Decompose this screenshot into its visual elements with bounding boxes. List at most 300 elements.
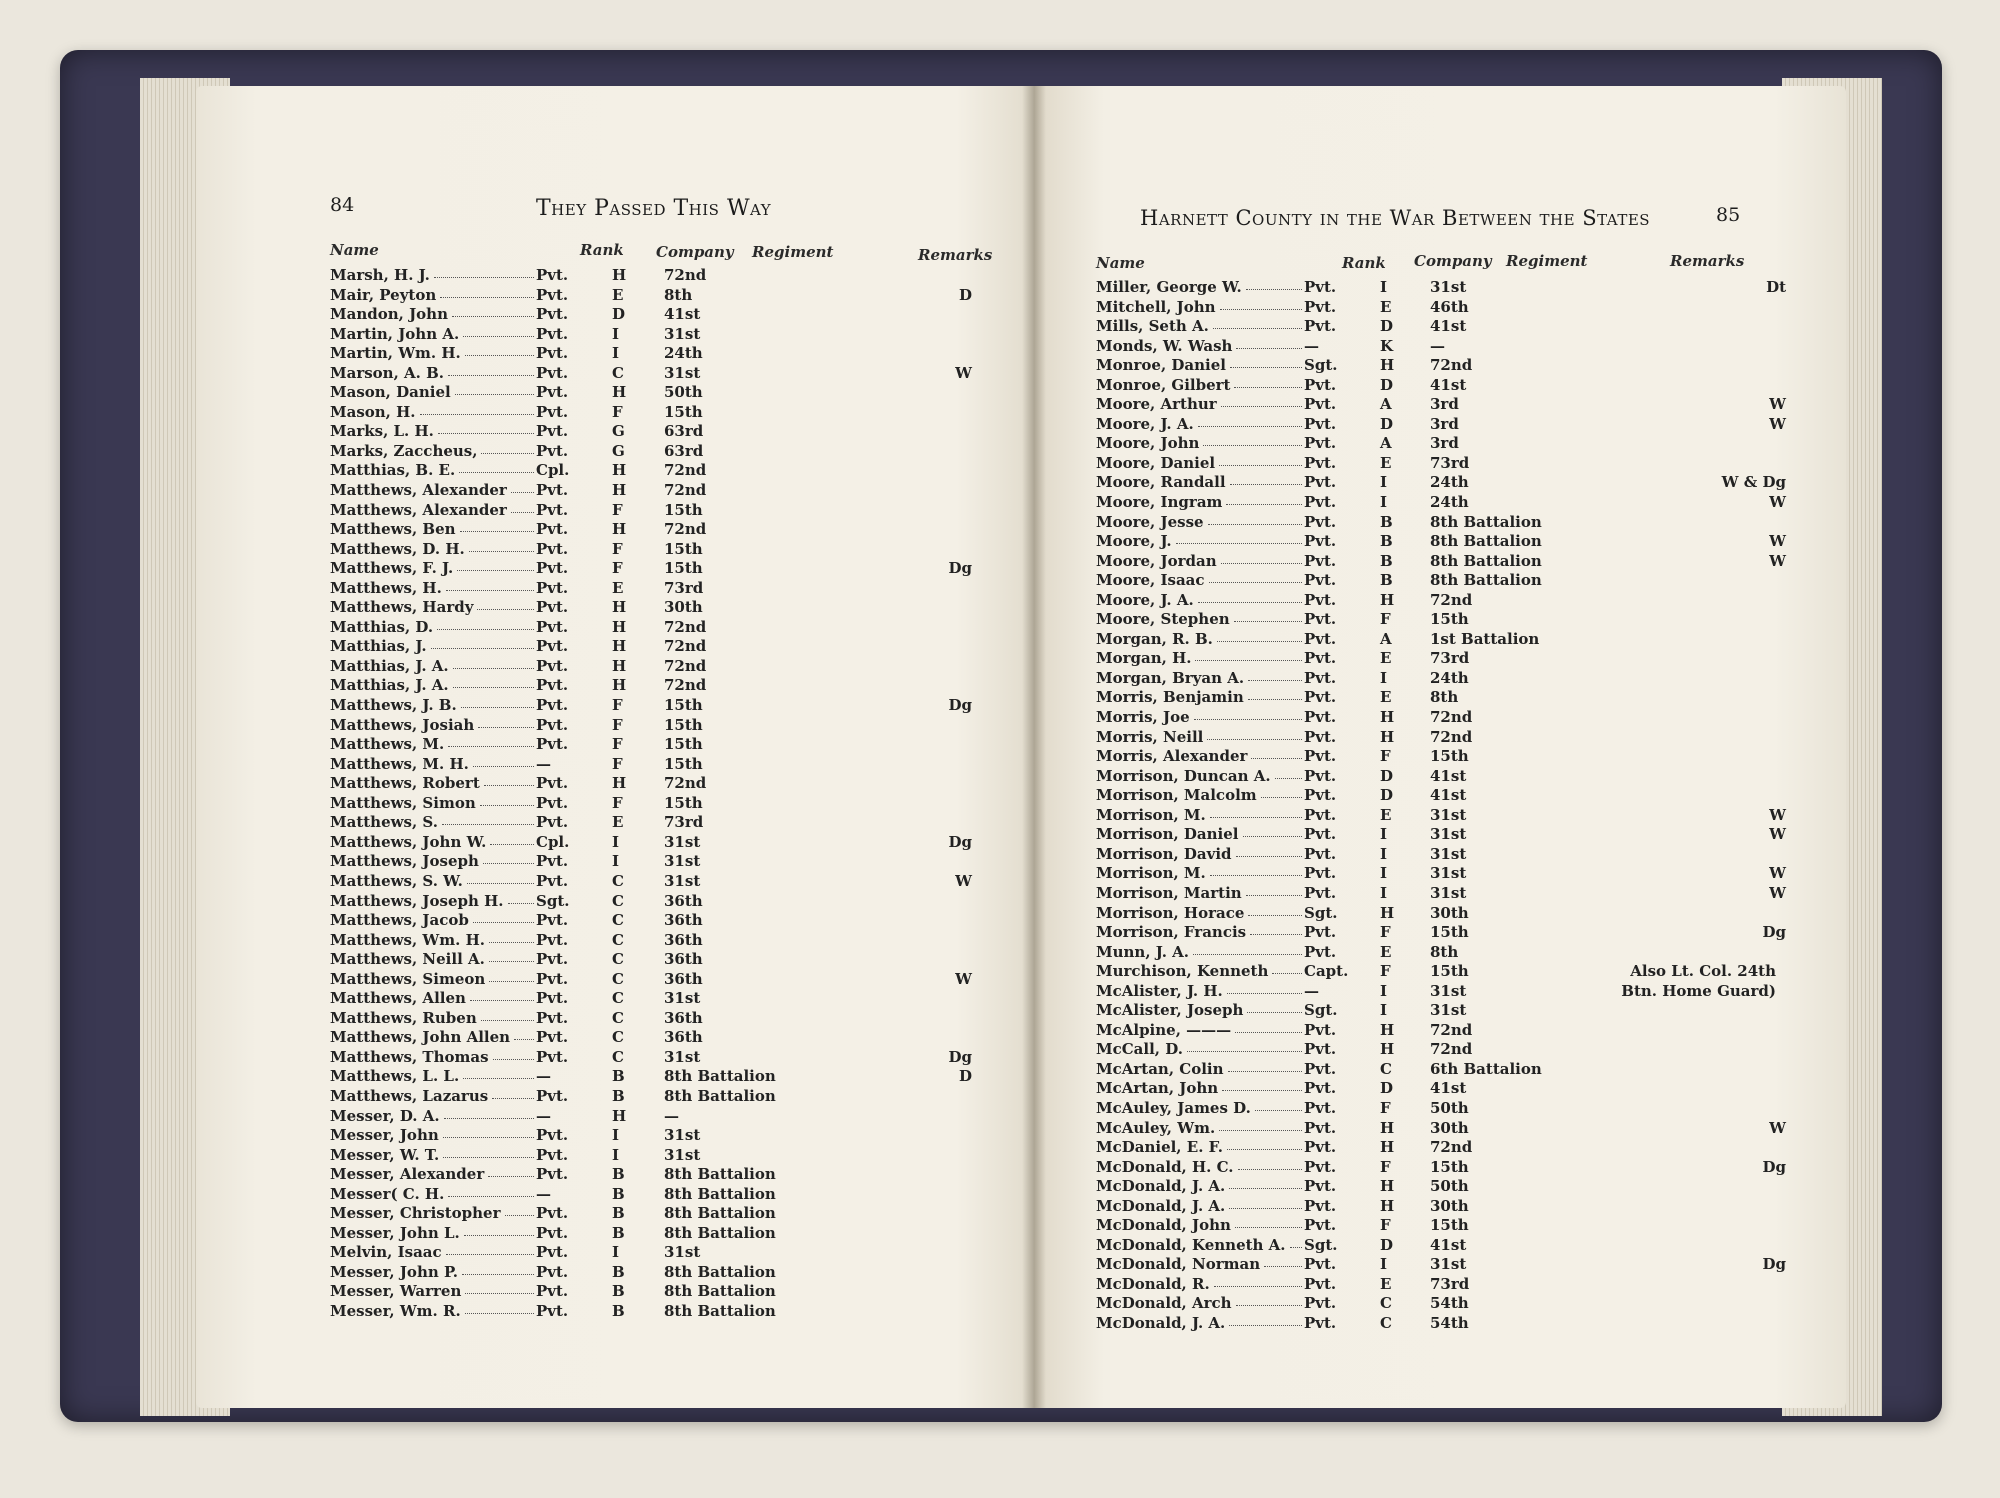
cell-company: H: [1380, 1040, 1395, 1059]
cell-name: Marks, L. H.: [330, 422, 434, 441]
cell-regiment: 72nd: [664, 461, 707, 480]
cell-regiment: 31st: [664, 852, 701, 871]
cell-regiment: 8th Battalion: [664, 1262, 776, 1281]
table-row: [330, 696, 1010, 716]
cell-remarks: W: [1769, 825, 1786, 844]
cell-company: F: [1380, 962, 1391, 981]
cell-company: H: [612, 774, 627, 793]
leader-dots: [440, 297, 534, 298]
cell-rank: Pvt.: [536, 1282, 569, 1301]
table-row: [330, 481, 1010, 501]
cell-regiment: 8th Battalion: [664, 1223, 776, 1242]
cell-regiment: 54th: [1430, 1294, 1469, 1313]
cell-name: Matthews, Thomas: [330, 1047, 489, 1066]
cell-name: Moore, Isaac: [1096, 571, 1205, 590]
leader-dots: [461, 707, 534, 708]
col-header-company: Company: [1414, 252, 1492, 270]
cell-company: H: [612, 383, 627, 402]
cell-company: C: [612, 950, 624, 969]
table-row: [1096, 415, 1786, 435]
cell-regiment: 72nd: [1430, 1040, 1473, 1059]
leader-dots: [1226, 504, 1302, 505]
table-row: [330, 950, 1010, 970]
cell-rank: Pvt.: [1304, 708, 1337, 727]
table-row: [1096, 1177, 1786, 1197]
cell-remarks: W: [1769, 414, 1786, 433]
cell-regiment: 24th: [1430, 668, 1469, 687]
cell-regiment: 36th: [664, 1028, 703, 1047]
cell-company: I: [612, 1243, 620, 1262]
cell-remarks: W: [955, 969, 972, 988]
table-row: [330, 755, 1010, 775]
table-row: [330, 794, 1010, 814]
table-row: [330, 325, 1010, 345]
cell-regiment: 72nd: [664, 637, 707, 656]
cell-company: H: [1380, 590, 1395, 609]
cell-company: B: [612, 1223, 625, 1242]
leader-dots: [1208, 524, 1302, 525]
cell-name: Matthews, Josiah: [330, 715, 475, 734]
table-row: [330, 1204, 1010, 1224]
cell-name: Matthews, Neill A.: [330, 950, 485, 969]
cell-rank: Pvt.: [536, 950, 569, 969]
leader-dots: [465, 1313, 534, 1314]
cell-regiment: 72nd: [1430, 708, 1473, 727]
leader-dots: [1221, 406, 1302, 407]
leader-dots: [1222, 1090, 1302, 1091]
table-row: [1096, 454, 1786, 474]
cell-rank: Sgt.: [1304, 1001, 1338, 1020]
cell-company: C: [1380, 1294, 1392, 1313]
cell-name: Moore, Jesse: [1096, 512, 1204, 531]
cell-regiment: 15th: [1430, 923, 1469, 942]
leader-dots: [469, 551, 534, 552]
leader-dots: [484, 785, 534, 786]
cell-company: G: [612, 441, 625, 460]
cell-rank: Pvt.: [1304, 532, 1337, 551]
cell-name: Matthews, D. H.: [330, 539, 465, 558]
leader-dots: [1210, 875, 1302, 876]
cell-rank: Pvt.: [1304, 649, 1337, 668]
leader-dots: [480, 805, 534, 806]
leader-dots: [459, 472, 534, 473]
cell-company: B: [612, 1301, 625, 1320]
cell-name: Matthews, John W.: [330, 832, 487, 851]
cell-regiment: 31st: [664, 1126, 701, 1145]
leader-dots: [490, 844, 534, 845]
cell-rank: Pvt.: [536, 715, 569, 734]
cell-regiment: 15th: [1430, 1216, 1469, 1235]
cell-rank: Pvt.: [536, 344, 569, 363]
cell-rank: Pvt.: [1304, 1040, 1337, 1059]
table-row: [1096, 1216, 1786, 1236]
table-row: [330, 442, 1010, 462]
leader-dots: [1219, 1130, 1302, 1131]
cell-company: B: [1380, 512, 1393, 531]
leader-dots: [464, 1235, 534, 1236]
table-row: [330, 1185, 1010, 1205]
cell-name: Morrison, Malcolm: [1096, 786, 1257, 805]
cell-remarks: W: [1769, 532, 1786, 551]
leader-dots: [434, 277, 534, 278]
cell-company: B: [1380, 532, 1393, 551]
cell-name: Matthias, B. E.: [330, 461, 456, 480]
cell-regiment: 15th: [664, 696, 703, 715]
cell-name: Moore, Arthur: [1096, 395, 1217, 414]
cell-regiment: 15th: [664, 402, 703, 421]
cell-name: Morris, Joe: [1096, 708, 1190, 727]
cell-rank: Pvt.: [536, 871, 569, 890]
table-row: [330, 1302, 1010, 1322]
cell-company: I: [1380, 981, 1388, 1000]
cell-rank: Pvt.: [536, 1028, 569, 1047]
leader-dots: [1229, 1188, 1302, 1189]
leader-dots: [1176, 543, 1302, 544]
cell-name: Messer, John L.: [330, 1223, 460, 1242]
cell-regiment: 1st Battalion: [1430, 629, 1540, 648]
col-header-name: Name: [1096, 254, 1145, 272]
cell-regiment: 41st: [664, 305, 701, 324]
cell-rank: Pvt.: [1304, 747, 1337, 766]
cell-rank: Pvt.: [1304, 864, 1337, 883]
cell-regiment: 15th: [1430, 1157, 1469, 1176]
cell-rank: Pvt.: [536, 774, 569, 793]
leader-dots: [462, 1274, 534, 1275]
cell-company: B: [612, 1086, 625, 1105]
table-row: [1096, 1001, 1786, 1021]
cell-regiment: 15th: [664, 559, 703, 578]
cell-company: E: [1380, 942, 1392, 961]
cell-name: Monds, W. Wash: [1096, 336, 1233, 355]
table-row: [330, 540, 1010, 560]
cell-name: Morris, Benjamin: [1096, 688, 1244, 707]
cell-rank: Pvt.: [536, 637, 569, 656]
cell-regiment: 72nd: [1430, 1020, 1473, 1039]
leader-dots: [1246, 895, 1302, 896]
leader-dots: [493, 1059, 534, 1060]
table-row: [1096, 884, 1786, 904]
cell-regiment: 3rd: [1430, 434, 1459, 453]
leader-dots: [1246, 289, 1302, 290]
cell-company: C: [612, 891, 624, 910]
cell-regiment: 72nd: [664, 617, 707, 636]
cell-name: Matthias, J. A.: [330, 676, 449, 695]
table-row: [1096, 904, 1786, 924]
leader-dots: [470, 1000, 534, 1001]
table-row: [330, 403, 1010, 423]
cell-regiment: 73rd: [1430, 1274, 1470, 1293]
table-row: [1096, 747, 1786, 767]
cell-regiment: 6th Battalion: [1430, 1059, 1542, 1078]
table-row: [1096, 493, 1786, 513]
cell-regiment: 54th: [1430, 1313, 1469, 1332]
table-row: [1096, 825, 1786, 845]
cell-regiment: 36th: [664, 969, 703, 988]
cell-name: Messer( C. H.: [330, 1184, 445, 1203]
cell-name: McAuley, James D.: [1096, 1098, 1251, 1117]
leader-dots: [1275, 778, 1302, 779]
cell-remarks: Dg: [948, 696, 972, 715]
cell-company: F: [612, 754, 623, 773]
cell-remarks: Also Lt. Col. 24th: [1630, 962, 1776, 981]
cell-regiment: 8th Battalion: [664, 1204, 776, 1223]
cell-regiment: 72nd: [1430, 727, 1473, 746]
cell-company: C: [1380, 1059, 1392, 1078]
table-row: [330, 852, 1010, 872]
cell-regiment: 31st: [664, 324, 701, 343]
cell-regiment: 8th Battalion: [664, 1282, 776, 1301]
cell-regiment: 31st: [1430, 1255, 1467, 1274]
cell-regiment: 72nd: [664, 774, 707, 793]
cell-regiment: 31st: [1430, 883, 1467, 902]
cell-rank: Pvt.: [1304, 551, 1337, 570]
cell-name: McDonald, R.: [1096, 1274, 1210, 1293]
cell-company: C: [612, 969, 624, 988]
cell-regiment: 15th: [1430, 962, 1469, 981]
cell-name: Messer, Alexander: [330, 1165, 485, 1184]
cell-name: McDonald, John: [1096, 1216, 1231, 1235]
cell-company: F: [612, 559, 623, 578]
col-header-remarks: Remarks: [918, 246, 993, 264]
cell-name: Morrison, David: [1096, 844, 1232, 863]
table-row: [1096, 376, 1786, 396]
cell-name: Matthews, John Allen: [330, 1028, 511, 1047]
table-row: [330, 774, 1010, 794]
cell-name: Matthews, Simeon: [330, 969, 486, 988]
cell-remarks: Dg: [1762, 923, 1786, 942]
cell-name: Matthews, M.: [330, 735, 445, 754]
cell-rank: Pvt.: [1304, 297, 1337, 316]
table-row: [330, 1165, 1010, 1185]
cell-name: Messer, Warren: [330, 1282, 462, 1301]
cell-name: Moore, Stephen: [1096, 610, 1230, 629]
table-row: [1096, 532, 1786, 552]
cell-name: Moore, Daniel: [1096, 453, 1216, 472]
table-row: [1096, 1255, 1786, 1275]
leader-dots: [1236, 856, 1302, 857]
cell-remarks: Dg: [1762, 1255, 1786, 1274]
leader-dots: [1234, 621, 1302, 622]
cell-rank: Sgt.: [536, 891, 570, 910]
cell-company: H: [612, 656, 627, 675]
cell-regiment: 31st: [1430, 844, 1467, 863]
cell-company: H: [1380, 1020, 1395, 1039]
cell-rank: Pvt.: [1304, 1216, 1337, 1235]
table-row: [330, 461, 1010, 481]
leader-dots: [1194, 719, 1302, 720]
cell-remarks: W: [955, 363, 972, 382]
cell-rank: Pvt.: [536, 578, 569, 597]
cell-regiment: 8th Battalion: [1430, 512, 1542, 531]
cell-regiment: 50th: [664, 383, 703, 402]
cell-regiment: 3rd: [1430, 414, 1459, 433]
leader-dots: [1230, 484, 1302, 485]
table-row: [330, 1087, 1010, 1107]
cell-rank: Pvt.: [1304, 571, 1337, 590]
table-row: [330, 618, 1010, 638]
table-row: [330, 1263, 1010, 1283]
cell-remarks: Btn. Home Guard): [1621, 981, 1776, 1000]
table-row: [1096, 649, 1786, 669]
leader-dots: [1213, 328, 1302, 329]
cell-remarks: Dg: [1762, 1157, 1786, 1176]
cell-company: D: [1380, 375, 1394, 394]
cell-company: H: [1380, 1138, 1395, 1157]
cell-rank: Pvt.: [1304, 1098, 1337, 1117]
leader-dots: [514, 1039, 534, 1040]
col-header-name: Name: [330, 241, 379, 259]
cell-name: Morgan, Bryan A.: [1096, 668, 1245, 687]
cell-name: Moore, Ingram: [1096, 493, 1223, 512]
cell-rank: Pvt.: [536, 441, 569, 460]
leader-dots: [1210, 817, 1302, 818]
cell-rank: Pvt.: [536, 989, 569, 1008]
table-row: [330, 735, 1010, 755]
leader-dots: [1251, 758, 1302, 759]
cell-name: Matthias, J.: [330, 637, 427, 656]
cell-rank: Capt.: [1304, 962, 1349, 981]
cell-name: Matthews, Jacob: [330, 911, 469, 930]
cell-company: B: [612, 1262, 625, 1281]
cell-rank: Pvt.: [1304, 923, 1337, 942]
table-row: [1096, 1158, 1786, 1178]
roster-list-right: [1096, 278, 1786, 1334]
leader-dots: [443, 1137, 534, 1138]
table-row: [1096, 1197, 1786, 1217]
leader-dots: [508, 903, 534, 904]
table-row: [330, 1126, 1010, 1146]
cell-name: McDonald, J. A.: [1096, 1196, 1226, 1215]
cell-rank: Pvt.: [536, 852, 569, 871]
cell-name: Moore, John: [1096, 434, 1200, 453]
leader-dots: [492, 1098, 534, 1099]
table-row: [1096, 434, 1786, 454]
cell-company: H: [1380, 1196, 1395, 1215]
leader-dots: [467, 883, 534, 884]
cell-company: D: [1380, 1079, 1394, 1098]
cell-regiment: 8th: [1430, 688, 1459, 707]
cell-company: I: [612, 832, 620, 851]
cell-company: D: [1380, 766, 1394, 785]
cell-rank: Pvt.: [1304, 395, 1337, 414]
col-header-rank: Rank: [580, 241, 624, 259]
cell-remarks: W: [1769, 551, 1786, 570]
leader-dots: [1248, 699, 1302, 700]
leader-dots: [1229, 1325, 1302, 1326]
cell-remarks: W: [1769, 395, 1786, 414]
table-row: [1096, 786, 1786, 806]
table-row: [330, 266, 1010, 286]
cell-name: Matthias, J. A.: [330, 656, 449, 675]
cell-rank: Pvt.: [1304, 1079, 1337, 1098]
cell-company: B: [1380, 571, 1393, 590]
table-row: [330, 598, 1010, 618]
leader-dots: [1219, 465, 1302, 466]
table-row: [1096, 688, 1786, 708]
cell-rank: Pvt.: [536, 383, 569, 402]
cell-regiment: 46th: [1430, 297, 1469, 316]
leader-dots: [1227, 993, 1302, 994]
cell-rank: Pvt.: [536, 402, 569, 421]
cell-regiment: 73rd: [1430, 453, 1470, 472]
cell-company: F: [612, 735, 623, 754]
cell-regiment: 72nd: [1430, 356, 1473, 375]
cell-company: I: [1380, 883, 1388, 902]
cell-name: Marsh, H. J.: [330, 266, 430, 284]
cell-rank: —: [536, 1106, 551, 1125]
leader-dots: [1230, 367, 1302, 368]
cell-rank: Pvt.: [536, 481, 569, 500]
cell-rank: Sgt.: [1304, 1235, 1338, 1254]
cell-company: I: [1380, 1255, 1388, 1274]
cell-company: H: [1380, 356, 1395, 375]
leader-dots: [1247, 1012, 1302, 1013]
cell-rank: Pvt.: [1304, 1020, 1337, 1039]
cell-remarks: Dg: [948, 559, 972, 578]
table-row: [330, 1009, 1010, 1029]
cell-rank: —: [1304, 981, 1319, 1000]
cell-rank: —: [536, 1184, 551, 1203]
cell-rank: Pvt.: [1304, 278, 1337, 296]
table-row: [330, 1224, 1010, 1244]
cell-regiment: 72nd: [664, 676, 707, 695]
table-row: [330, 833, 1010, 853]
leader-dots: [1207, 739, 1302, 740]
leader-dots: [1290, 1247, 1302, 1248]
cell-rank: Pvt.: [536, 539, 569, 558]
cell-regiment: 15th: [664, 793, 703, 812]
cell-regiment: 36th: [664, 930, 703, 949]
cell-rank: Sgt.: [1304, 356, 1338, 375]
leader-dots: [1198, 426, 1302, 427]
cell-regiment: 41st: [1430, 786, 1467, 805]
cell-rank: Pvt.: [1304, 434, 1337, 453]
cell-remarks: D: [958, 1067, 972, 1086]
cell-name: Miller, George W.: [1096, 278, 1242, 296]
cell-name: Matthews, Wm. H.: [330, 930, 485, 949]
cell-regiment: 8th Battalion: [1430, 532, 1542, 551]
cell-company: H: [1380, 903, 1395, 922]
cell-company: E: [612, 285, 624, 304]
cell-name: Matthias, D.: [330, 617, 434, 636]
leader-dots: [1236, 348, 1302, 349]
cell-rank: Pvt.: [1304, 805, 1337, 824]
table-row: [1096, 591, 1786, 611]
cell-name: Munn, J. A.: [1096, 942, 1190, 961]
leader-dots: [442, 824, 534, 825]
leader-dots: [448, 375, 534, 376]
cell-regiment: 73rd: [664, 578, 704, 597]
cell-regiment: 15th: [1430, 747, 1469, 766]
cell-regiment: 30th: [1430, 1196, 1469, 1215]
cell-company: I: [1380, 825, 1388, 844]
cell-rank: Pvt.: [1304, 688, 1337, 707]
leader-dots: [1203, 445, 1302, 446]
table-row: [1096, 1236, 1786, 1256]
leader-dots: [420, 414, 534, 415]
leader-dots: [489, 942, 534, 943]
cell-name: Messer, Wm. R.: [330, 1301, 461, 1320]
cell-name: Matthews, Alexander: [330, 500, 507, 519]
cell-company: H: [612, 676, 627, 695]
leader-dots: [1250, 934, 1302, 935]
cell-rank: Pvt.: [1304, 590, 1337, 609]
table-row: [1096, 337, 1786, 357]
cell-rank: Pvt.: [1304, 883, 1337, 902]
cell-name: Messer, John P.: [330, 1262, 458, 1281]
cell-regiment: 36th: [664, 891, 703, 910]
cell-company: B: [612, 1282, 625, 1301]
